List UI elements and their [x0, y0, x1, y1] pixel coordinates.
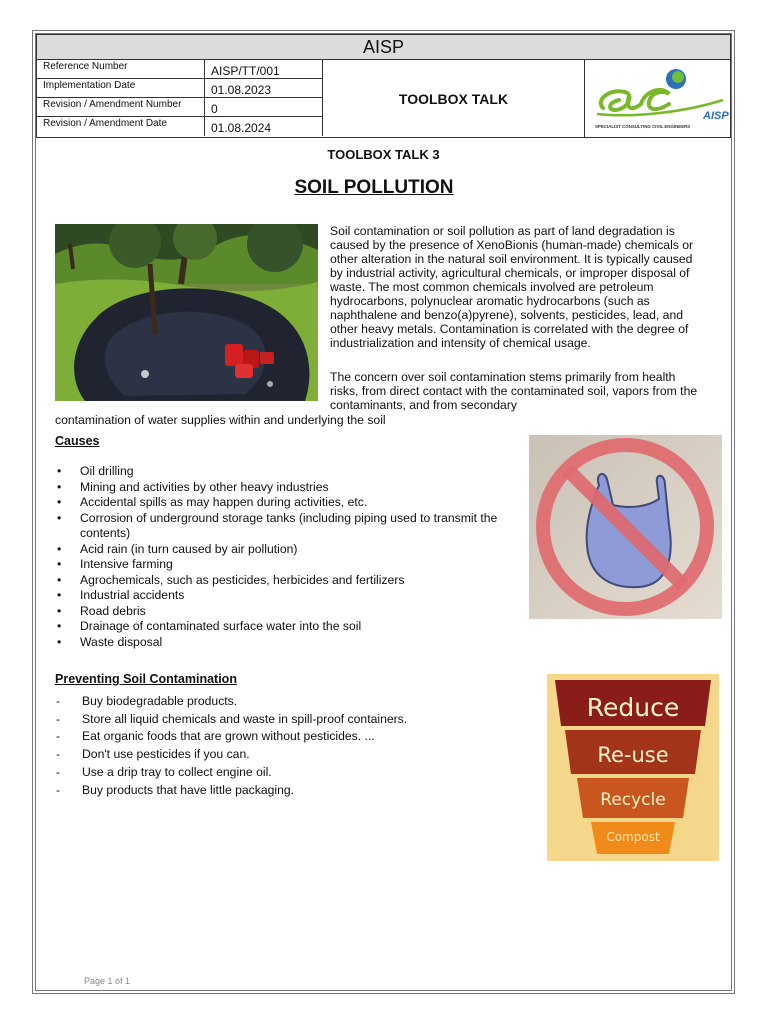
meta-row [37, 98, 323, 117]
intro-paragraph-2: The concern over soil contamination stems primarily from health risks, from direct contact with the contaminated soil, vapors from the contaminants, and from secondary [330, 370, 698, 412]
meta-table [37, 60, 323, 136]
document-title: SOIL POLLUTION [294, 177, 454, 198]
company-logo [585, 60, 731, 137]
list-item: • Agrochemicals, such as pesticides, herbicides and fertilizers [55, 573, 510, 589]
reduce-label: Reduce [586, 693, 680, 722]
list-item: • Waste disposal [55, 635, 510, 651]
recycle-label: Recycle [600, 790, 666, 810]
meta-row [37, 117, 323, 136]
intro-paragraph-1: Soil contamination or soil pollution as part of land degradation is caused by the presence of XenoBionis (human-made) chemicals or other alteration in the natural soil environment. It is typically caused by industrial activity, agricultural chemicals, or improper disposal of waste. The most common chemicals involved are petroleum hydrocarbons, polynuclear aromatic hydrocarbons (such as naphthalene and benzo(a)pyrene), solvents, pesticides, lead, and other heavy metals. Contamination is correlated with the degree of industrialization and intensity of chemical usage. [330, 224, 694, 350]
meta-label: Reference Number [37, 60, 205, 78]
list-item: - Eat organic foods that are grown without pesticides. ... [55, 728, 505, 746]
list-item: • Drainage of contaminated surface water into the soil [55, 619, 510, 635]
document-header [36, 34, 731, 138]
header-title: AISP [37, 35, 730, 60]
meta-label: Revision / Amendment Number [37, 98, 205, 116]
list-item: • Mining and activities by other heavy industries [55, 480, 510, 496]
meta-label: Revision / Amendment Date [37, 117, 205, 136]
logo-tagline: SPECIALIST CONSULTING CIVIL ENGINEERS [595, 124, 691, 129]
list-item: • Corrosion of underground storage tanks (including piping used to transmit the contents) [55, 511, 510, 542]
reduce-reuse-recycle-image [547, 674, 719, 861]
logo-brand: AISP [703, 110, 729, 122]
list-item: - Buy products that have little packaging. [55, 782, 505, 800]
compost-label: Compost [606, 830, 660, 844]
list-item: - Use a drip tray to collect engine oil. [55, 764, 505, 782]
causes-list [55, 464, 510, 650]
meta-label: Implementation Date [37, 79, 205, 97]
talk-number: TOOLBOX TALK 3 [327, 147, 440, 162]
list-item: • Oil drilling [55, 464, 510, 480]
meta-value: 01.08.2023 [205, 79, 323, 97]
list-item: • Intensive farming [55, 557, 510, 573]
meta-row [37, 79, 323, 98]
page-number: Page 1 of 1 [84, 976, 131, 986]
meta-row [37, 60, 323, 79]
prevention-list [55, 693, 505, 799]
meta-value: 0 [205, 98, 323, 116]
list-item: - Store all liquid chemicals and waste in spill-proof containers. [55, 711, 505, 729]
intro-paragraph-2-continued: contamination of water supplies within and underlying the soil [55, 413, 386, 427]
list-item: • Road debris [55, 604, 510, 620]
causes-heading: Causes [55, 434, 100, 448]
list-item: - Don't use pesticides if you can. [55, 746, 505, 764]
list-item: • Industrial accidents [55, 588, 510, 604]
prevention-heading: Preventing Soil Contamination [55, 672, 237, 686]
no-plastic-bag-image [529, 435, 722, 619]
meta-value: 01.08.2024 [205, 117, 323, 136]
toolbox-talk-label: TOOLBOX TALK [323, 60, 585, 137]
list-item: • Accidental spills as may happen during activities, etc. [55, 495, 510, 511]
meta-value: AISP/TT/001 [205, 60, 323, 78]
list-item: • Acid rain (in turn caused by air pollution) [55, 542, 510, 558]
list-item: - Buy biodegradable products. [55, 693, 505, 711]
reuse-label: Re-use [597, 743, 669, 767]
polluted-soil-photo [55, 224, 318, 401]
